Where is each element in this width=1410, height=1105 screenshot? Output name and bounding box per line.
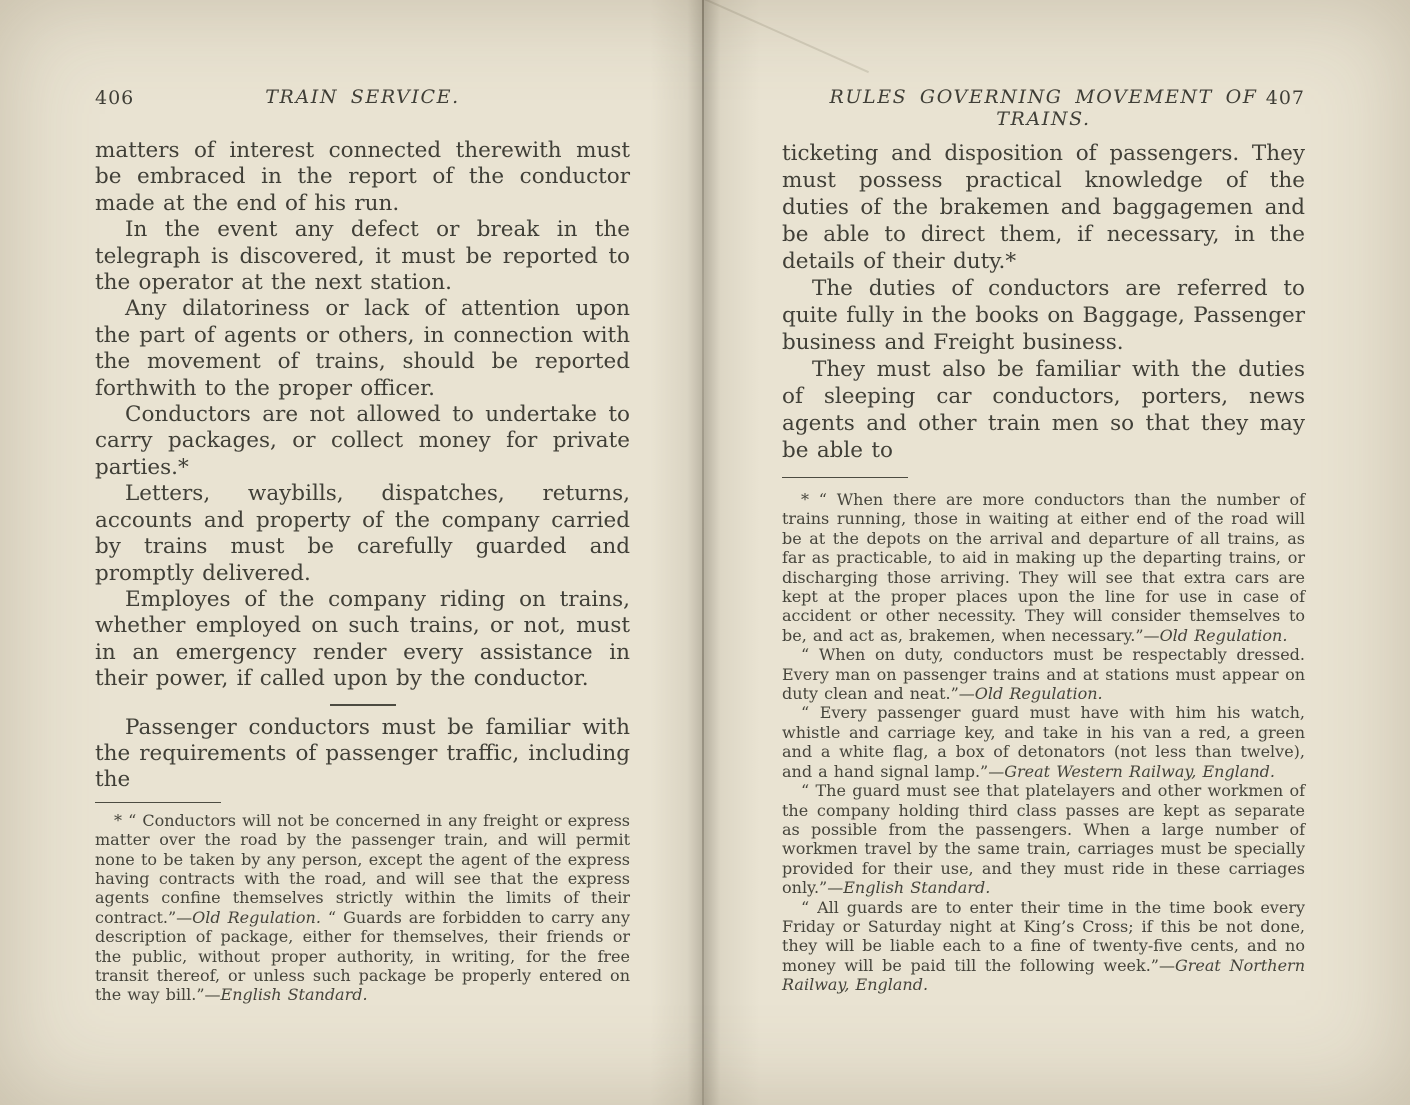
footnote-source: Old Regulation. bbox=[1159, 625, 1288, 645]
right-running-title: RULES GOVERNING MOVEMENT OF TRAINS. bbox=[829, 86, 1258, 130]
left-page-number: 406 bbox=[95, 87, 135, 109]
footnote-source: English Standard. bbox=[843, 878, 991, 898]
left-body-text bbox=[95, 138, 630, 1005]
paragraph: Any dilatoriness or lack of attention upon the part of agents or others, in connection with the movement of trains, should be reported forthwith to the proper officer. bbox=[95, 296, 630, 401]
paragraph: Letters, waybills, dispatches, returns, accounts and property of the company carried by trains must be carefully guarded and promptly delivered. bbox=[95, 481, 630, 586]
left-page bbox=[95, 86, 630, 1005]
right-page-header bbox=[782, 86, 1305, 130]
footnote-source: English Standard. bbox=[220, 985, 368, 1005]
footnote-text: “ Every passenger guard must have with him his watch, whistle and carriage key, and take in his van a red, a green and a white flag, a box of detonators (not less than twelve), and a hand signal lamp.”— bbox=[782, 703, 1305, 781]
footnote-text: “ Guards are forbidden to carry any description of package, either for themselves, their friends or the public, without proper authority, in writing, for the free transit thereof, or unless such package be properly entered on the way bill.”— bbox=[95, 907, 631, 1005]
footnote-rule bbox=[95, 802, 221, 803]
right-page-number: 407 bbox=[1265, 87, 1305, 109]
footnote-text: “ All guards are to enter their time in the time book every Friday or Saturday night at King’s Cross; if this be not done, they will be liable each to a fine of twenty-five cents, and no money will be paid till the following week.”— bbox=[782, 897, 1305, 975]
right-page bbox=[782, 86, 1305, 995]
footnote-text: “ When on duty, conductors must be respectably dressed. Every man on passenger trains and at stations must appear on duty clean and neat.”— bbox=[782, 645, 1305, 704]
right-body-text bbox=[782, 140, 1305, 995]
footnote-source: Great Northern Railway, England. bbox=[782, 955, 1305, 995]
paragraph: ticketing and disposition of passengers. They must possess practical knowledge of the duties of the brakemen and baggagemen and be able to direct them, if necessary, in the details of their duty.* bbox=[782, 141, 1305, 274]
footnote-source: Great Western Railway, England. bbox=[1004, 761, 1275, 781]
paragraph: Employes of the company riding on trains, whether employed on such trains, or not, must in an emergency render every assistance in their power, if called upon by the conductor. bbox=[95, 586, 630, 692]
footnote bbox=[782, 645, 1305, 703]
left-page-header bbox=[95, 86, 630, 114]
paragraph: Passenger conductors must be familiar with the requirements of passenger traffic, including the bbox=[95, 714, 630, 793]
footnote-source: Old Regulation. bbox=[974, 684, 1103, 704]
footnote bbox=[782, 703, 1305, 781]
section-divider-rule bbox=[330, 704, 396, 706]
paragraph: matters of interest connected therewith must be embraced in the report of the conductor made at the end of his run. bbox=[95, 138, 630, 216]
left-running-title: TRAIN SERVICE. bbox=[265, 86, 460, 108]
paragraph: Conductors are not allowed to undertake to carry packages, or collect money for private parties.* bbox=[95, 402, 630, 480]
page-gutter-shadow bbox=[650, 0, 760, 1105]
footnote-text: * “ Conductors will not be concerned in any freight or express matter over the road by the passenger train, and will permit none to be taken by any person, except the agent of the express having contracts with the road, and will see that the express agents confine themselves strictly within the limits of their contract.”— bbox=[95, 810, 630, 927]
footnote bbox=[782, 490, 1305, 645]
footnote-text: “ The guard must see that platelayers and other workmen of the company holding third class passes are kept as separate as possible from the passengers. When a large number of workmen travel by the same train, carriages must be specially provided for their use, and they must ride in these carriages only.”— bbox=[782, 781, 1305, 898]
footnote bbox=[95, 811, 630, 1005]
paragraph: In the event any defect or break in the telegraph is discovered, it must be reported to the operator at the next station. bbox=[95, 217, 630, 296]
footnote-source: Old Regulation. bbox=[192, 907, 321, 927]
footnote-rule bbox=[782, 477, 908, 478]
binding-crease bbox=[702, 0, 704, 1105]
footnote bbox=[782, 781, 1305, 897]
paragraph: The duties of conductors are referred to quite fully in the books on Baggage, Passenger business and Freight business. bbox=[782, 276, 1305, 355]
footnote-text: * “ When there are more conductors than the number of trains running, those in waiting at either end of the road will be at the depots on the arrival and departure of all trains, as far as practicable, to aid in making up the departing trains, or discharging those arriving. They will see that extra cars are kept at the proper places upon the line for use in case of accident or other necessity. They will consider themselves to be, and act as, brakemen, when necessary.”— bbox=[782, 490, 1305, 645]
paragraph: They must also be familiar with the duties of sleeping car conductors, porters, news agents and other train men so that they may be able to bbox=[782, 357, 1305, 463]
footnote bbox=[782, 898, 1305, 995]
